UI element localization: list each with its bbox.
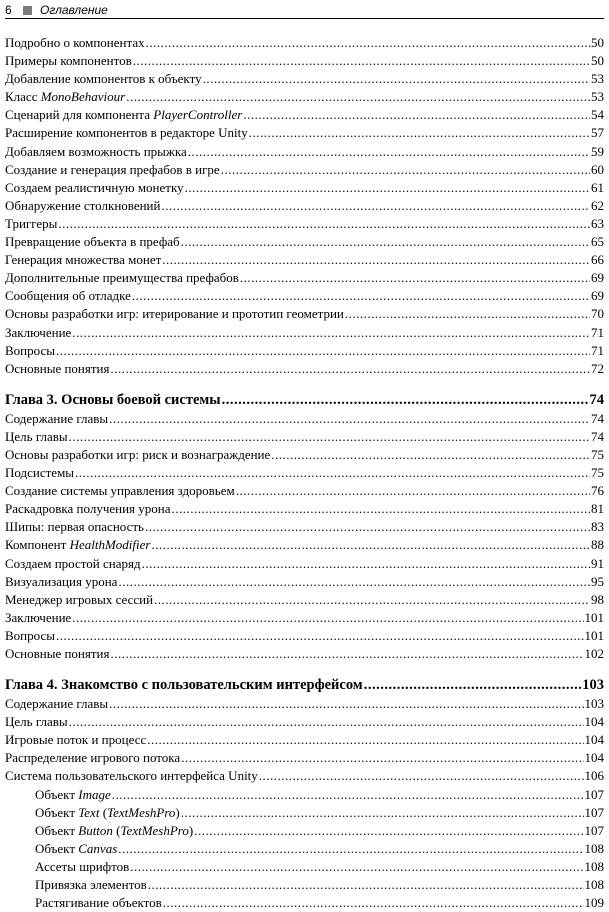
toc-entry-italic-term: HealthModifier (69, 537, 151, 553)
toc-entry-italic-term: MonoBehaviour (40, 89, 126, 105)
toc-entry-italic-term: TextMeshPro (120, 822, 189, 838)
toc-entry-text: Шипы: первая опасность (5, 519, 144, 535)
toc-entry-page: 63 (591, 215, 604, 231)
toc-entry[interactable] (5, 695, 604, 713)
toc-entry[interactable] (5, 894, 604, 912)
toc-entry-page: 50 (591, 35, 604, 50)
toc-entry-text: Основные понятия (5, 360, 110, 376)
toc-entry-text: Растягивание объектов (35, 895, 162, 911)
toc-entry-text: Цель главы (5, 428, 68, 444)
toc-entry-text: ) (175, 804, 180, 820)
dot-leader (271, 446, 590, 464)
toc-entry[interactable] (5, 518, 604, 536)
toc-entry[interactable] (5, 713, 604, 731)
toc-section-1 (5, 34, 604, 378)
toc-entry-title (5, 464, 74, 482)
toc-entry-text: Объект (35, 804, 79, 820)
toc-entry[interactable] (5, 360, 604, 378)
toc-entry[interactable] (5, 324, 604, 342)
toc-entry[interactable] (5, 840, 604, 858)
toc-entry[interactable] (5, 106, 604, 124)
toc-entry[interactable] (5, 269, 604, 287)
toc-entry-page: 71 (591, 324, 604, 340)
dot-leader (151, 536, 590, 554)
dot-leader (181, 804, 584, 822)
toc-entry-title (5, 269, 239, 287)
toc-entry-text: Компонент (5, 537, 70, 553)
toc-entry[interactable] (5, 143, 604, 161)
toc-entry-title (5, 70, 202, 88)
toc-entry-title (5, 179, 184, 197)
toc-entry-page: 88 (591, 537, 604, 553)
dot-leader (243, 106, 590, 124)
toc-entry-text: Генерация множества монет (5, 252, 162, 268)
toc-entry-text: Создаем простой снаряд (5, 555, 141, 571)
toc-entry-title (5, 428, 68, 446)
chapter-page: 103 (582, 677, 604, 694)
toc-entry[interactable] (5, 179, 604, 197)
toc-entry-title (5, 324, 71, 342)
toc-entry-page: 76 (591, 483, 604, 499)
dot-leader (132, 287, 590, 305)
toc-entry-text: Ассеты шрифтов (35, 858, 130, 874)
dot-leader (240, 269, 590, 287)
toc-entry-page: 75 (591, 465, 604, 481)
toc-entry-text: Основы разработки игр: итерирование и прототип геометрии (5, 306, 344, 322)
toc-entry-text: Объект (35, 786, 79, 802)
toc-entry[interactable] (5, 287, 604, 305)
toc-entry[interactable] (5, 822, 604, 840)
toc-entry[interactable] (5, 70, 604, 88)
toc-entry-text: Игровые поток и процесс (5, 732, 147, 748)
toc-entry-text: ( (112, 822, 121, 838)
dot-leader (203, 70, 590, 88)
dot-leader (110, 360, 590, 378)
dot-leader (188, 143, 590, 161)
dot-leader (249, 124, 590, 142)
toc-entry-page: 103 (584, 696, 604, 712)
toc-entry[interactable] (5, 731, 604, 749)
toc-entry-title (5, 518, 144, 536)
toc-entry-text: Содержание главы (5, 410, 109, 426)
toc-entry-page: 53 (591, 89, 604, 105)
dot-leader (154, 591, 590, 609)
toc-entry-page: 95 (591, 573, 604, 589)
toc-entry-text: Превращение объекта в префаб (5, 234, 180, 250)
table-of-contents (5, 34, 604, 912)
dot-leader (221, 161, 590, 179)
toc-entry-page: 98 (591, 591, 604, 607)
toc-entry-text: Обнаружение столкновений (5, 197, 161, 213)
toc-entry-page: 101 (584, 609, 604, 625)
toc-entry-text: Цель главы (5, 714, 68, 730)
toc-entry[interactable] (5, 786, 604, 804)
toc-entry-title (5, 894, 162, 912)
toc-entry-title (5, 609, 71, 627)
toc-entry-title (5, 143, 187, 161)
toc-entry[interactable] (5, 573, 604, 591)
toc-entry[interactable] (5, 342, 604, 360)
dot-leader (110, 645, 583, 663)
toc-entry-text: Создание системы управления здоровьем (5, 483, 235, 499)
dot-leader (236, 482, 590, 500)
toc-entry-page: 102 (584, 646, 604, 661)
toc-entry-title (5, 749, 180, 767)
toc-entry-title (5, 731, 146, 749)
toc-entry-page: 65 (591, 234, 604, 250)
toc-entry-italic-term: TextMeshPro (107, 804, 176, 820)
toc-entry-text: Подсистемы (5, 465, 75, 481)
toc-entry-title (5, 536, 150, 554)
toc-entry-italic-term: Text (78, 804, 100, 820)
toc-entry[interactable] (5, 876, 604, 894)
toc-entry-text: Заключение (5, 324, 72, 340)
toc-entry-page: 69 (591, 288, 604, 304)
toc-entry-text: Примеры компонентов (5, 53, 132, 69)
dot-leader (118, 573, 590, 591)
toc-entry-page: 74 (591, 410, 604, 426)
toc-entry-text: Добавление компонентов к объекту (5, 71, 202, 87)
toc-entry-page: 62 (591, 197, 604, 213)
chapter-page: 74 (589, 391, 604, 408)
toc-entry[interactable] (5, 34, 604, 52)
dot-leader (222, 390, 589, 410)
dot-leader (259, 767, 584, 785)
toc-entry-page: 104 (584, 732, 604, 748)
toc-entry-page: 66 (591, 252, 604, 268)
toc-entry-text: Раскадровка получения урона (5, 501, 171, 517)
toc-entry-title (5, 124, 248, 142)
toc-entry-title (5, 645, 109, 663)
toc-entry-italic-term: Button (78, 822, 113, 838)
chapter-3-heading[interactable] (5, 390, 604, 410)
toc-entry-page: 108 (584, 840, 604, 856)
toc-entry-text: Визуализация урона (5, 573, 118, 589)
toc-entry[interactable] (5, 52, 604, 70)
toc-entry-title (5, 804, 180, 822)
toc-entry-text: Подробно о компонентах (5, 35, 145, 50)
dot-leader (56, 342, 590, 360)
toc-entry-page: 104 (584, 750, 604, 766)
toc-entry-text: Дополнительные преимущества префабов (5, 270, 239, 286)
dot-leader (126, 88, 590, 106)
toc-entry-text: ( (99, 804, 108, 820)
toc-entry[interactable] (5, 767, 604, 785)
toc-entry-page: 107 (584, 822, 604, 838)
toc-entry[interactable] (5, 197, 604, 215)
header-square-icon (23, 6, 32, 15)
toc-entry-page: 108 (584, 877, 604, 893)
toc-entry-title (5, 305, 344, 323)
toc-entry-page: 107 (584, 786, 604, 802)
toc-entry-page: 109 (584, 895, 604, 911)
toc-entry-page: 108 (584, 858, 604, 874)
toc-entry-text: Основные понятия (5, 646, 110, 661)
toc-entry-text: Содержание главы (5, 696, 109, 712)
dot-leader (130, 858, 583, 876)
toc-entry-text: Объект (35, 840, 79, 856)
toc-entry-title (5, 767, 258, 785)
toc-entry-title (5, 197, 160, 215)
dot-leader (181, 749, 583, 767)
toc-entry[interactable] (5, 609, 604, 627)
dot-leader (345, 305, 590, 323)
running-title: Оглавление (40, 3, 108, 17)
toc-entry[interactable] (5, 627, 604, 645)
toc-entry-text: Создание и генерация префабов в игре (5, 161, 220, 177)
toc-entry-title (5, 410, 108, 428)
toc-entry-text: Привязка элементов (35, 877, 147, 893)
toc-entry-title (5, 627, 55, 645)
toc-entry-title (5, 342, 55, 360)
toc-entry-page: 101 (584, 627, 604, 643)
dot-leader (133, 52, 590, 70)
toc-entry-title (5, 840, 117, 858)
toc-entry-title (5, 52, 132, 70)
toc-entry-title (5, 695, 108, 713)
toc-entry-page: 59 (591, 143, 604, 159)
toc-entry-title (5, 287, 131, 305)
toc-entry-page: 104 (584, 714, 604, 730)
dot-leader (109, 695, 583, 713)
dot-leader (162, 251, 590, 269)
toc-entry[interactable] (5, 161, 604, 179)
toc-entry-page: 53 (591, 71, 604, 87)
toc-entry-text: Система пользовательского интерфейса Unity (5, 768, 258, 784)
toc-entry-page: 74 (591, 428, 604, 444)
toc-entry-text: Триггеры (5, 215, 58, 231)
toc-entry[interactable] (5, 482, 604, 500)
toc-entry-title (5, 822, 193, 840)
toc-entry[interactable] (5, 124, 604, 142)
chapter-title: Глава 3. Основы боевой системы (5, 391, 221, 408)
toc-entry-title (5, 161, 220, 179)
chapter-4-heading[interactable] (5, 675, 604, 695)
toc-entry-title (5, 482, 235, 500)
toc-entry-text: Распределение игрового потока (5, 750, 181, 766)
dot-leader (163, 894, 584, 912)
toc-entry-text: ) (188, 822, 194, 838)
chapter-title: Глава 4. Знакомство с пользовательским интерфейсом (5, 677, 363, 694)
dot-leader (69, 428, 590, 446)
toc-entry-title (5, 88, 125, 106)
toc-entry-page: 72 (591, 360, 604, 376)
toc-entry-page: 83 (591, 519, 604, 535)
toc-entry[interactable] (5, 464, 604, 482)
dot-leader (364, 675, 582, 695)
dot-leader (72, 609, 583, 627)
dot-leader (58, 215, 590, 233)
toc-entry-page: 106 (584, 768, 604, 784)
toc-entry-page: 61 (591, 179, 604, 195)
dot-leader (185, 179, 590, 197)
chapter-4-entries (5, 695, 604, 912)
toc-entry-title (5, 500, 171, 518)
toc-entry-text: Добавляем возможность прыжка (5, 143, 187, 159)
dot-leader (181, 233, 590, 251)
chapter-3-entries (5, 410, 604, 663)
dot-leader (145, 518, 590, 536)
toc-entry-text: Сценарий для компонента (5, 107, 154, 123)
toc-entry-text: Менеджер игровых сессий (5, 591, 154, 607)
toc-entry-page: 54 (591, 107, 604, 123)
toc-entry-title (5, 34, 145, 52)
toc-entry[interactable] (5, 88, 604, 106)
dot-leader (56, 627, 584, 645)
dot-leader (172, 500, 590, 518)
toc-entry[interactable] (5, 555, 604, 573)
page-number: 6 (5, 3, 12, 17)
toc-entry[interactable] (5, 804, 604, 822)
toc-entry-title (5, 233, 180, 251)
toc-entry-title (5, 251, 161, 269)
toc-entry-text: Вопросы (5, 627, 55, 643)
toc-entry[interactable] (5, 446, 604, 464)
toc-entry-title (5, 446, 270, 464)
toc-entry-text: Объект (35, 822, 79, 838)
toc-entry[interactable] (5, 251, 604, 269)
toc-entry[interactable] (5, 500, 604, 518)
dot-leader (69, 713, 584, 731)
toc-entry[interactable] (5, 645, 604, 663)
dot-leader (148, 876, 584, 894)
toc-entry[interactable] (5, 749, 604, 767)
toc-entry-title (5, 786, 111, 804)
toc-entry[interactable] (5, 215, 604, 233)
toc-entry-text: Класс (5, 89, 41, 105)
toc-entry[interactable] (5, 305, 604, 323)
toc-entry-text: Основы разработки игр: риск и вознаграждение (5, 446, 271, 462)
toc-entry-page: 57 (591, 125, 604, 141)
toc-entry-italic-term: PlayerController (153, 107, 243, 123)
toc-entry-text: Вопросы (5, 342, 55, 358)
toc-entry[interactable] (5, 233, 604, 251)
toc-entry-title (5, 858, 129, 876)
toc-entry-page: 69 (591, 270, 604, 286)
toc-entry-text: Расширение компонентов в редакторе Unity (5, 125, 248, 141)
toc-entry[interactable] (5, 536, 604, 554)
toc-entry-text: Сообщения об отладке (5, 288, 131, 304)
toc-entry-title (5, 713, 68, 731)
dot-leader (72, 324, 590, 342)
toc-entry-page: 60 (591, 161, 604, 177)
toc-entry-page: 75 (591, 446, 604, 462)
toc-entry-title (5, 555, 141, 573)
toc-entry-page: 50 (591, 53, 604, 69)
toc-entry-text: Заключение (5, 609, 72, 625)
toc-entry-italic-term: Image (78, 786, 111, 802)
toc-entry-text: Создаем реалистичную монетку (5, 179, 184, 195)
dot-leader (161, 197, 590, 215)
toc-entry-italic-term: Canvas (78, 840, 118, 856)
toc-entry-title (5, 876, 147, 894)
dot-leader (142, 555, 590, 573)
toc-entry-title (5, 573, 117, 591)
running-header (5, 2, 604, 19)
dot-leader (75, 464, 590, 482)
toc-entry-title (5, 591, 153, 609)
dot-leader (112, 786, 584, 804)
dot-leader (146, 34, 590, 52)
toc-entry[interactable] (5, 591, 604, 609)
dot-leader (109, 410, 590, 428)
toc-entry-title (5, 106, 242, 124)
dot-leader (194, 822, 583, 840)
toc-entry-title (5, 360, 109, 378)
toc-entry-page: 71 (591, 342, 604, 358)
toc-entry-page: 70 (591, 306, 604, 322)
toc-entry[interactable] (5, 858, 604, 876)
toc-entry-title (5, 215, 57, 233)
dot-leader (147, 731, 583, 749)
toc-entry[interactable] (5, 410, 604, 428)
toc-entry[interactable] (5, 428, 604, 446)
dot-leader (118, 840, 583, 858)
toc-entry-page: 81 (591, 501, 604, 517)
toc-entry-page: 91 (591, 555, 604, 571)
toc-entry-page: 107 (584, 804, 604, 820)
